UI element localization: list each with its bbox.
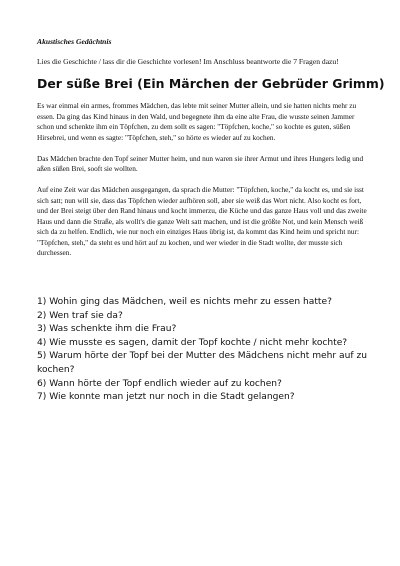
story-text xyxy=(37,101,367,269)
question-item: 2) Wen traf sie da? xyxy=(37,310,123,321)
question-item: 1) Wohin ging das Mädchen, weil es nichts mehr zu essen hatte? xyxy=(37,297,332,307)
question-item: 3) Was schenkte ihm die Frau? xyxy=(37,324,177,335)
question-list xyxy=(37,296,371,405)
story-paragraph: Das Mädchen brachte den Topf seiner Mutter heim, und nun waren sie ihrer Armut und ihres Hungers ledig und aßen süßen Brei, sooft sie wollten. xyxy=(37,153,364,173)
story-paragraph: Es war einmal ein armes, frommes Mädchen, das lebte mit seiner Mutter allein, und sie hatten nichts mehr zu essen. Da ging das Kind hinaus in den Wald, und begegnete ihm da eine alte Frau, die wusste seinen Jammer schon und schenkte ihm ein Töpfchen, zu dem sollt es sagen: "Töpfchen, koche," so kochte es guten, süßen Hirsebrei, und wenn es sagte: "Töpfchen, steh," so hörte es wieder auf zu kochen. xyxy=(37,101,357,142)
worksheet-category: Akustisches Gedächtnis xyxy=(37,37,112,46)
worksheet-instruction: Lies die Geschichte / lass dir die Geschichte vorlesen! Im Anschluss beantworte die 7 Fragen dazu! xyxy=(37,57,339,66)
question-item: 7) Wie konnte man jetzt nur noch in die Stadt gelangen? xyxy=(37,392,295,403)
question-item: 5) Warum hörte der Topf bei der Mutter des Mädchens nicht mehr auf zu kochen? xyxy=(37,351,368,375)
question-item: 4) Wie musste es sagen, damit der Topf kochte / nicht mehr kochte? xyxy=(37,337,348,348)
story-paragraph: Auf eine Zeit war das Mädchen ausgegangen, da sprach die Mutter: "Töpfchen, koche," da kocht es, und sie isst sich satt; nun will sie, dass das Töpfchen wieder aufhören soll, aber sie weiß das Wort nicht. Also kocht es fort, und der Brei steigt über den Rand hinaus und kocht immerzu, die Küche und das ganze Haus voll und das zweite Haus und dann die Straße, als wollt's die ganze Welt satt machen, und ist die größte Not, und kein Mensch weiß sich da zu helfen. Endlich, wie nur noch ein einziges Haus übrig ist, da kommt das Kind heim und spricht nur: "Töpfchen, steh," da steht es und hört auf zu kochen, und wer wieder in die Stadt wollte, der musste sich durchessen. xyxy=(37,185,367,257)
story-title: Der süße Brei (Ein Märchen der Gebrüder Grimm) xyxy=(37,76,385,91)
question-item: 6) Wann hörte der Topf endlich wieder auf zu kochen? xyxy=(37,378,282,389)
